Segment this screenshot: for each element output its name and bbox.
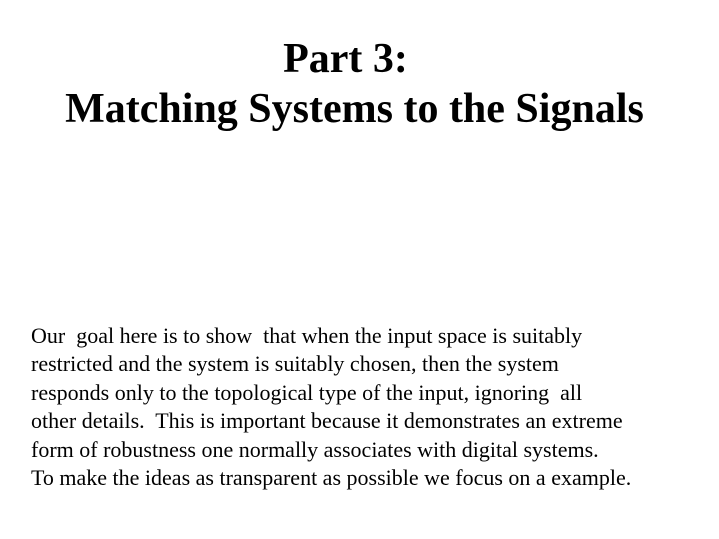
body-line: form of robustness one normally associates with digital systems. [31,436,599,462]
slide-title [0,34,719,134]
body-line: To make the ideas as transparent as possible we focus on a example. [31,465,632,491]
body-line: other details. This is important because it demonstrates an extreme [31,408,623,434]
body-line: restricted and the system is suitably chosen, then the system [31,351,559,377]
title-line-part: Part 3: [283,36,408,82]
title-line-heading: Matching Systems to the Signals [65,86,644,132]
body-line: responds only to the topological type of the input, ignoring all [31,379,583,405]
slide-body-text [31,322,701,492]
body-line: Our goal here is to show that when the input space is suitably [31,323,583,348]
